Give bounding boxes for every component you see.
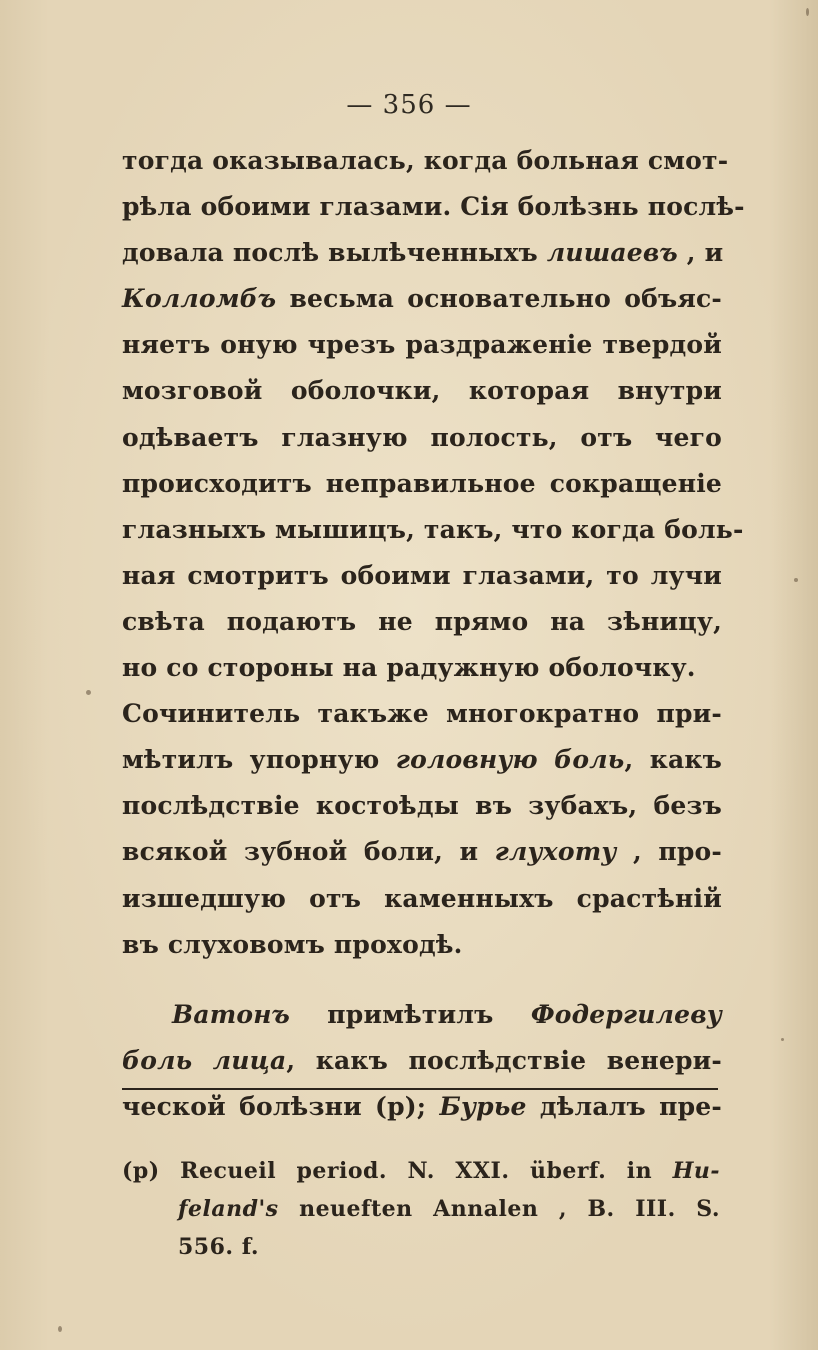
text-line (122, 737, 722, 783)
text-line (122, 829, 722, 875)
text-segment: , какъ (624, 745, 723, 775)
text-segment: дѣлалъ пре- (526, 1091, 722, 1121)
page-number: — 356 — (346, 90, 472, 120)
text-line (122, 184, 745, 230)
text-line (122, 992, 722, 1038)
italic-segment: головную боль (395, 745, 625, 775)
text-segment: изшедшую отъ каменныхъ срастѣній (122, 883, 722, 913)
text-segment: глазныхъ мышицъ, такъ, что когда боль- (122, 514, 744, 544)
text-line (122, 645, 722, 691)
italic-segment: feland's (178, 1196, 279, 1222)
text-line (122, 922, 722, 968)
text-segment: мѣтилъ упорную (122, 745, 396, 775)
italic-segment: Колломбъ (122, 284, 277, 314)
text-segment: одѣваетъ глазную полость, отъ чего (122, 422, 722, 452)
text-segment: ческой болѣзни (р); (122, 1091, 440, 1121)
paper-speck (86, 690, 91, 695)
italic-segment: боль лица (122, 1045, 287, 1075)
paragraph-gap (122, 968, 722, 992)
text-line (122, 1084, 722, 1130)
text-segment: рѣла обоими глазами. Сія болѣзнь послѣ- (122, 192, 745, 222)
italic-segment: глухоту (494, 837, 617, 867)
text-segment: происходитъ неправильное сокращеніе (122, 468, 722, 498)
text-line (122, 368, 722, 414)
italic-segment: Ватонъ (172, 999, 291, 1029)
text-line (122, 876, 722, 922)
text-segment: послѣдствіе костоѣды въ зубахъ, безъ (122, 791, 722, 821)
text-segment: но со стороны на радужную оболочку. (122, 653, 696, 683)
text-line (122, 1038, 722, 1084)
footnote-divider (122, 1088, 718, 1090)
footnote-line (122, 1190, 720, 1228)
text-line (122, 783, 722, 829)
text-segment: въ слуховомъ проходѣ. (122, 929, 463, 959)
text-segment: , про- (616, 837, 723, 867)
text-line (122, 599, 722, 645)
text-line (122, 691, 722, 737)
text-line (122, 553, 722, 599)
text-line (122, 507, 744, 553)
text-segment: всякой зубной боли, и (122, 837, 495, 867)
text-line (122, 230, 722, 276)
text-segment: ная смотритъ обоими глазами, то лучи (122, 560, 722, 590)
italic-segment: Фодергилеву (530, 999, 722, 1029)
paper-speck (794, 578, 798, 582)
text-segment: свѣта подаютъ не прямо на зѣницу, (122, 606, 722, 636)
text-segment: Сочинитель такъже многократно при- (122, 699, 722, 729)
text-segment: 556. f. (178, 1234, 260, 1260)
text-line (122, 461, 722, 507)
text-segment: тогда оказывалась, когда больная смот- (122, 146, 729, 175)
paper-speck (806, 8, 809, 16)
text-line (122, 276, 722, 322)
italic-segment: Hu- (672, 1158, 720, 1184)
text-line (122, 415, 722, 461)
footnote (122, 1152, 720, 1266)
italic-segment: лишаевъ (546, 238, 678, 268)
text-segment: neueften Annalen , B. III. S. (278, 1196, 720, 1222)
text-segment: , и (677, 238, 724, 268)
text-line (122, 138, 729, 184)
main-text (122, 138, 745, 1130)
text-segment: примѣтилъ (290, 999, 531, 1029)
text-line (122, 322, 722, 368)
text-segment: довала послѣ вылѣченныхъ (122, 238, 547, 268)
text-segment: няетъ оную чрезъ раздраженіе твердой (122, 330, 722, 360)
text-segment: , какъ послѣдствіе венери- (286, 1045, 722, 1075)
text-segment: весьма основательно объяс- (276, 284, 722, 314)
paper-speck (58, 1326, 62, 1332)
italic-segment: Бурье (439, 1091, 527, 1121)
text-segment: мозговой оболочки, которая внутри (122, 376, 722, 406)
paper-speck (781, 1038, 784, 1041)
footnote-line (122, 1152, 720, 1190)
footnote-line (122, 1228, 720, 1266)
text-segment: (р) Recueil period. N. XXI. überf. in (122, 1158, 673, 1184)
